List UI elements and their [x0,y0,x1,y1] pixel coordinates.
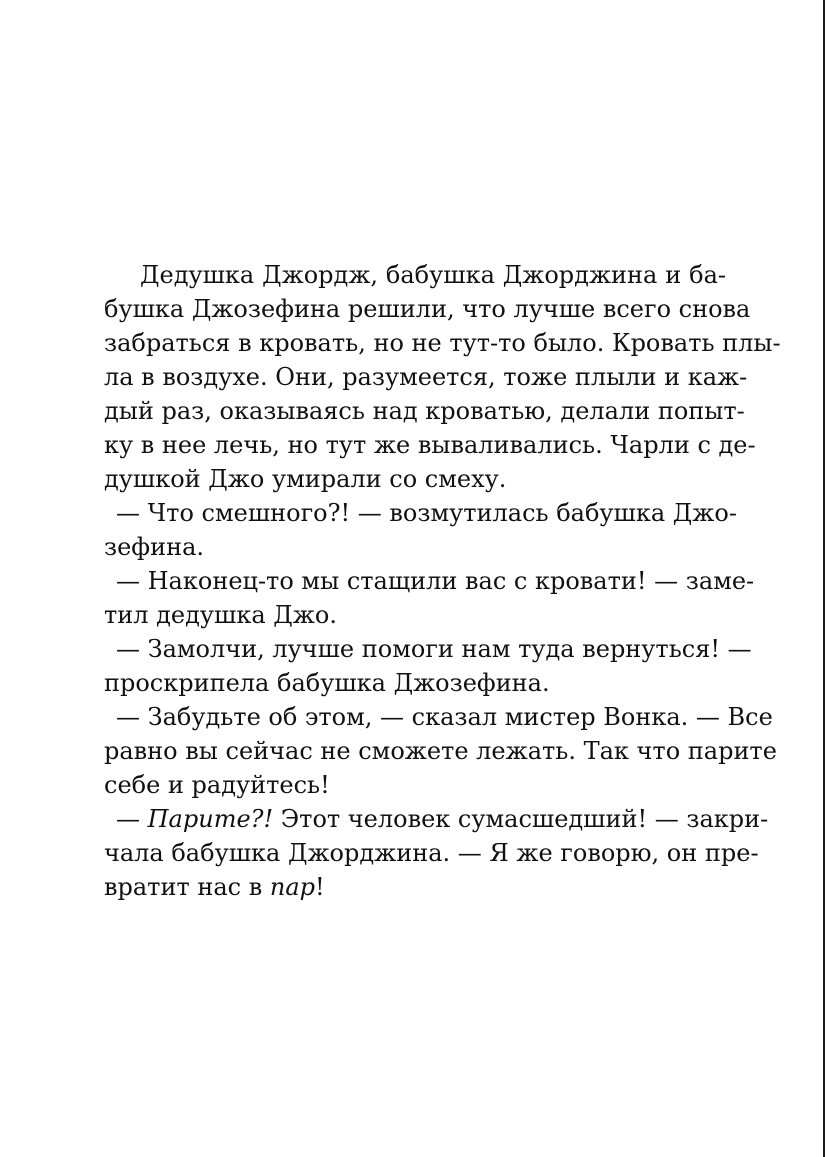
text-line: чала бабушка Джорджина. — Я же говорю, он пре- [104,839,759,867]
text-line: тил дедушка Джо. [104,601,337,629]
text-line: душкой Джо умирали со смеху. [104,465,507,493]
italic-word: пар [269,873,316,901]
dialogue-line: — Что смешного?! — возмутилась бабушка Джо- [116,499,737,527]
text-run: Этот человек сумасшедший! — закри- [273,805,769,833]
body-text [104,258,781,904]
dialogue-line [104,802,769,836]
dialogue-line: — Наконец-то мы стащили вас с кровати! — заме- [116,567,755,595]
dialogue-line: — Забудьте об этом, — сказал мистер Вонка. — Все [116,703,773,731]
text-line: забраться в кровать, но не тут-то было. Кровать плы- [104,329,781,357]
italic-word: — Парите?! [116,805,274,833]
text-line: ку в нее лечь, но тут же вываливались. Чарли с де- [104,431,756,459]
text-line: проскрипела бабушка Джозефина. [104,669,550,697]
text-line: зефина. [104,533,205,561]
text-run: вратит нас в [104,873,270,901]
text-line: ла в воздухе. Они, разумеется, тоже плыли и каж- [104,363,748,391]
text-line: дый раз, оказываясь над кроватью, делали попыт- [104,397,745,425]
text-line: бушка Джозефина решили, что лучше всего снова [104,295,751,323]
page-edge [823,0,825,1157]
dialogue-line: — Замолчи, лучше помоги нам туда вернуться! — [116,635,752,663]
text-run: ! [315,873,325,901]
text-line [104,870,726,904]
text-line: себе и радуйтесь! [104,771,330,799]
text-line: Дедушка Джордж, бабушка Джорджина и ба- [140,261,726,289]
text-line: равно вы сейчас не сможете лежать. Так что парите [104,737,777,765]
